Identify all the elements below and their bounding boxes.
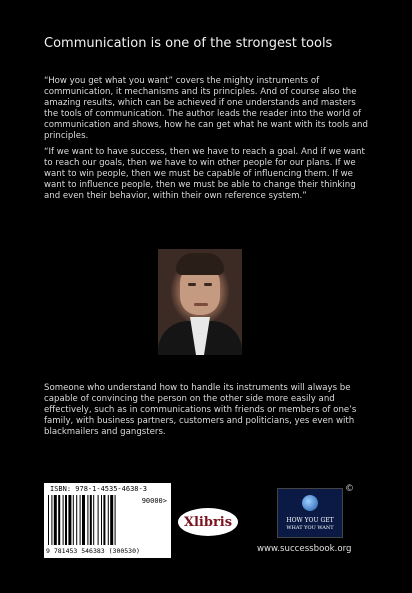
website-url[interactable]: www.successbook.org bbox=[257, 544, 352, 554]
barcode-bars-icon bbox=[48, 495, 138, 547]
price-code: 90000> bbox=[141, 497, 167, 505]
book-logo-line2: WHAT YOU WANT bbox=[286, 525, 334, 531]
isbn-label: ISBN: 978-1-4535-4638-3 bbox=[50, 485, 147, 493]
author-hair bbox=[176, 253, 224, 275]
globe-icon bbox=[302, 495, 318, 511]
book-logo bbox=[277, 488, 343, 538]
cover-heading: Communication is one of the strongest tools bbox=[44, 36, 333, 51]
publisher-logo-text: Xlibris bbox=[183, 514, 233, 530]
author-eye-left bbox=[188, 283, 196, 286]
quote-paragraph: “If we want to have success, then we have to reach a goal. And if we want to reach our goals, then we have to win other people for our plans. If we want to win people, then we must be capable of influencing them. If we want to influence people, then we must be able to change their thinking and even their behavior, within their own reference system.” bbox=[44, 147, 365, 201]
description-paragraph-2: Someone who understand how to handle its instruments will always be capable of convincing the person on the other side more easily and effectively, such as in communications with friends or members of one’s family, with business partners, customers and politicians, yes even with blackmailers and gangsters. bbox=[44, 383, 357, 437]
author-mouth bbox=[194, 303, 208, 306]
barcode-digits: 9 781453 546383 (300530) bbox=[46, 547, 140, 555]
book-logo-line1: HOW YOU GET bbox=[286, 517, 334, 524]
publisher-logo bbox=[178, 508, 238, 536]
author-photo bbox=[158, 249, 242, 355]
isbn-barcode bbox=[44, 483, 171, 558]
description-paragraph-1: “How you get what you want” covers the mighty instruments of communication, it mechanisms and its principles. And of course also the amazing results, which can be achieved if one understands and masters the tools of communication. The author leads the reader into the world of communication and shows, how he can get what he want with its tools and principles. bbox=[44, 76, 368, 141]
copyright-icon: © bbox=[345, 484, 354, 494]
author-eye-right bbox=[204, 283, 212, 286]
